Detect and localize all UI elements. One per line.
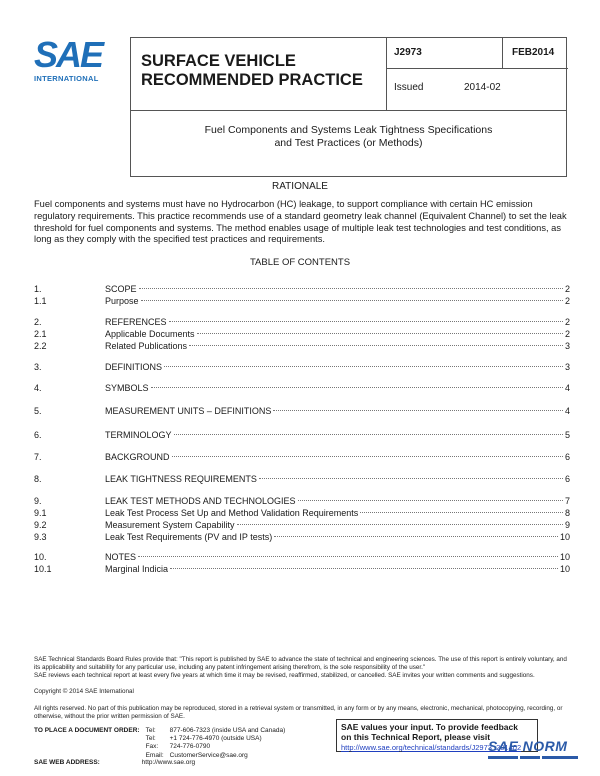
- footer-review-text: SAE reviews each technical report at least every five years at which time it may be revised, reaffirmed, stabilized, or cancelled. SAE invites your written comments and suggestions.: [34, 672, 535, 679]
- footer-rights-text: All rights reserved. No part of this publication may be reproduced, stored in a retrieval system or transmitted, in any form or by any means, electronic, mechanical, photocopying, recording, or otherwise, without the prior written permission of SAE.: [34, 705, 563, 720]
- toc-entry-label: Marginal Indicia: [105, 564, 169, 574]
- toc-entry-page: 10: [559, 552, 570, 562]
- toc-leader-dots: [189, 345, 563, 346]
- fax-value: 724-776-0790: [169, 743, 211, 751]
- logo-subtitle: INTERNATIONAL: [34, 74, 99, 83]
- toc-entry[interactable]: [34, 519, 570, 531]
- toc-entry-number: 1.: [34, 284, 42, 294]
- toc-entry-page: 10: [559, 564, 570, 574]
- toc-entry[interactable]: [34, 405, 570, 417]
- doc-date: FEB2014: [512, 47, 555, 58]
- toc-entry-label: BACKGROUND: [105, 452, 170, 462]
- email-label: Email:: [145, 751, 164, 759]
- toc-entry-label: Applicable Documents: [105, 329, 195, 339]
- toc-leader-dots: [197, 333, 563, 334]
- toc-leader-dots: [259, 478, 563, 479]
- toc-entry[interactable]: [34, 283, 570, 295]
- tel1-value: 877-606-7323 (inside USA and Canada): [169, 727, 286, 734]
- toc-entry-label: Leak Test Process Set Up and Method Validation Requirements: [105, 508, 359, 518]
- toc-entry-line: [105, 507, 570, 519]
- toc-leader-dots: [164, 366, 563, 367]
- feedback-line-1: SAE values your input. To provide feedback: [341, 722, 518, 732]
- toc-leader-dots: [172, 456, 563, 457]
- toc-entry-number: 7.: [34, 452, 42, 462]
- toc-entry-number: 10.: [34, 552, 47, 562]
- toc-entry-page: 4: [564, 406, 570, 416]
- toc-entry-number: 8.: [34, 474, 42, 484]
- feedback-line-2: on this Technical Report, please visit: [341, 732, 491, 742]
- toc-entry-line: [105, 563, 570, 575]
- feedback-link[interactable]: http://www.sae.org/technical/standards/J2973_201402: [341, 743, 522, 752]
- toc-entry-page: 5: [564, 430, 570, 440]
- toc-entry-label: LEAK TEST METHODS AND TECHNOLOGIES: [105, 496, 296, 506]
- order-contact-table: [34, 727, 291, 760]
- email-value[interactable]: CustomerService@sae.org: [169, 751, 248, 759]
- issued-value: 2014-02: [464, 82, 501, 93]
- toc-entry-line: [105, 382, 570, 394]
- toc-entry-label: SCOPE: [105, 284, 137, 294]
- toc-leader-dots: [138, 556, 558, 557]
- toc-entry-page: 2: [564, 296, 570, 306]
- toc-entry-number: 4.: [34, 383, 42, 393]
- toc-entry[interactable]: [34, 563, 570, 575]
- sae-norm-bars: [488, 756, 580, 759]
- toc-entry-number: 6.: [34, 430, 42, 440]
- toc-leader-dots: [170, 568, 558, 569]
- toc-entry-number: 9.3: [34, 532, 47, 542]
- toc-leader-dots: [273, 410, 563, 411]
- toc-entry-line: [105, 340, 570, 352]
- toc-entry[interactable]: [34, 551, 570, 563]
- toc-entry-page: 6: [564, 452, 570, 462]
- tel1-label: Tel:: [145, 727, 156, 734]
- toc-entry-line: [105, 531, 570, 543]
- toc-entry-line: [105, 429, 570, 441]
- toc-entry-line: [105, 316, 570, 328]
- toc-entry-page: 2: [564, 329, 570, 339]
- rationale-text: Fuel components and systems must have no Hydrocarbon (HC) leakage, to support compliance with certain HC emission regulatory requirements. This practice recommends use of a standard geometry leak channel (Equivalent Channel) to set the leak threshold for fuel components and systems. The method enables usage of multiple leak test technologies and test conditions, as long as they comply with the specified test practices and requirements.: [34, 199, 567, 245]
- logo-letters: SAE: [34, 34, 103, 75]
- toc-leader-dots: [169, 321, 563, 322]
- toc-leader-dots: [298, 500, 563, 501]
- toc-entry-label: SYMBOLS: [105, 383, 149, 393]
- header-doc-row: [386, 38, 568, 69]
- toc-entry-page: 3: [564, 341, 570, 351]
- toc-entry-page: 2: [564, 284, 570, 294]
- toc-entry-page: 8: [564, 508, 570, 518]
- toc-entry-number: 9.2: [34, 520, 47, 530]
- web-value[interactable]: http://www.sae.org: [141, 759, 196, 766]
- toc-leader-dots: [139, 288, 563, 289]
- toc-entry-number: 3.: [34, 362, 42, 372]
- header-top-row: [131, 38, 566, 111]
- toc-entry[interactable]: [34, 328, 570, 340]
- fax-label: Fax:: [145, 743, 159, 751]
- toc-entry[interactable]: [34, 473, 570, 485]
- toc-entry[interactable]: [34, 451, 570, 463]
- sae-logo-mark: [34, 34, 114, 75]
- toc-entry[interactable]: [34, 316, 570, 328]
- toc-entry-label: LEAK TIGHTNESS REQUIREMENTS: [105, 474, 257, 484]
- toc-entry-label: Measurement System Capability: [105, 520, 235, 530]
- toc-entry[interactable]: [34, 531, 570, 543]
- document-subtitle: [131, 124, 566, 150]
- toc-entry-number: 2.2: [34, 341, 47, 351]
- toc-entry-number: 9.1: [34, 508, 47, 518]
- toc-entry-page: 4: [564, 383, 570, 393]
- toc-entry[interactable]: [34, 340, 570, 352]
- tel2-label: Tel:: [145, 735, 156, 743]
- toc-entry[interactable]: [34, 495, 570, 507]
- sae-norm-text: SAE NORM: [488, 738, 568, 754]
- toc-leader-dots: [151, 387, 563, 388]
- toc-entry-line: [105, 405, 570, 417]
- header-meta-cell: [386, 38, 568, 110]
- toc-entry-page: 10: [559, 532, 570, 542]
- web-label: SAE WEB ADDRESS:: [34, 759, 100, 766]
- toc-entry[interactable]: [34, 507, 570, 519]
- toc-entry-line: [105, 495, 570, 507]
- toc-leader-dots: [141, 300, 563, 301]
- title-line-2: RECOMMENDED PRACTICE: [141, 71, 363, 89]
- toc-leader-dots: [360, 512, 563, 513]
- toc-entry-line: [105, 295, 570, 307]
- toc-entry-line: [105, 361, 570, 373]
- toc-entry-number: 2.: [34, 317, 42, 327]
- toc-entry-label: Purpose: [105, 296, 139, 306]
- toc-entry-label: TERMINOLOGY: [105, 430, 172, 440]
- title-line-1: SURFACE VEHICLE: [141, 52, 296, 70]
- toc-entry-label: Related Publications: [105, 341, 188, 351]
- toc-entry-line: [105, 283, 570, 295]
- sae-logo: [34, 34, 114, 83]
- toc-leader-dots: [274, 536, 558, 537]
- toc-entry-page: 9: [564, 520, 570, 530]
- toc-entry[interactable]: [34, 382, 570, 394]
- rationale-heading: RATIONALE: [272, 181, 328, 192]
- toc-entry[interactable]: [34, 295, 570, 307]
- toc-entry[interactable]: [34, 361, 570, 373]
- toc-entry-label: DEFINITIONS: [105, 362, 163, 372]
- footer-copyright: Copyright © 2014 SAE International: [34, 688, 134, 695]
- document-type-title: [141, 52, 363, 90]
- toc-entry-page: 2: [564, 317, 570, 327]
- subtitle-line-1: Fuel Components and Systems Leak Tightness Specifications: [204, 124, 493, 136]
- toc-entry-label: NOTES: [105, 552, 137, 562]
- toc-entry-label: Leak Test Requirements (PV and IP tests): [105, 532, 273, 542]
- sae-norm-badge: [488, 738, 580, 766]
- toc-entry-line: [105, 551, 570, 563]
- footer-rules-text: SAE Technical Standards Board Rules provide that: "This report is published by SAE to advance the state of technical and engineering sciences. The use of this report is entirely voluntary, and its applicability and suitability for any particular use, including any patent infringement arising therefrom, is the sole responsibility of the user.": [34, 656, 567, 671]
- toc-leader-dots: [237, 524, 563, 525]
- toc-entry-number: 1.1: [34, 296, 47, 306]
- doc-number: J2973: [386, 38, 503, 68]
- toc-entry-page: 6: [564, 474, 570, 484]
- toc-entry-line: [105, 328, 570, 340]
- toc-entry-page: 7: [564, 496, 570, 506]
- subtitle-line-2: and Test Practices (or Methods): [274, 137, 423, 149]
- toc-entry-number: 9.: [34, 496, 42, 506]
- toc-entry-page: 3: [564, 362, 570, 372]
- toc-entry-line: [105, 519, 570, 531]
- issued-label: Issued: [394, 82, 424, 93]
- toc-entry[interactable]: [34, 429, 570, 441]
- toc-entry-line: [105, 451, 570, 463]
- document-header: [130, 37, 567, 177]
- tel2-value: +1 724-776-4970 (outside USA): [169, 735, 262, 743]
- toc-entry-number: 10.1: [34, 564, 52, 574]
- toc-heading: TABLE OF CONTENTS: [249, 257, 351, 268]
- toc-entry-label: REFERENCES: [105, 317, 167, 327]
- toc-entry-label: MEASUREMENT UNITS – DEFINITIONS: [105, 406, 272, 416]
- toc-entry-number: 5.: [34, 406, 42, 416]
- web-address: [34, 759, 195, 766]
- order-label: TO PLACE A DOCUMENT ORDER:: [34, 727, 140, 734]
- toc-entry-number: 2.1: [34, 329, 47, 339]
- toc-leader-dots: [174, 434, 563, 435]
- header-title-cell: [131, 38, 387, 110]
- toc-entry-line: [105, 473, 570, 485]
